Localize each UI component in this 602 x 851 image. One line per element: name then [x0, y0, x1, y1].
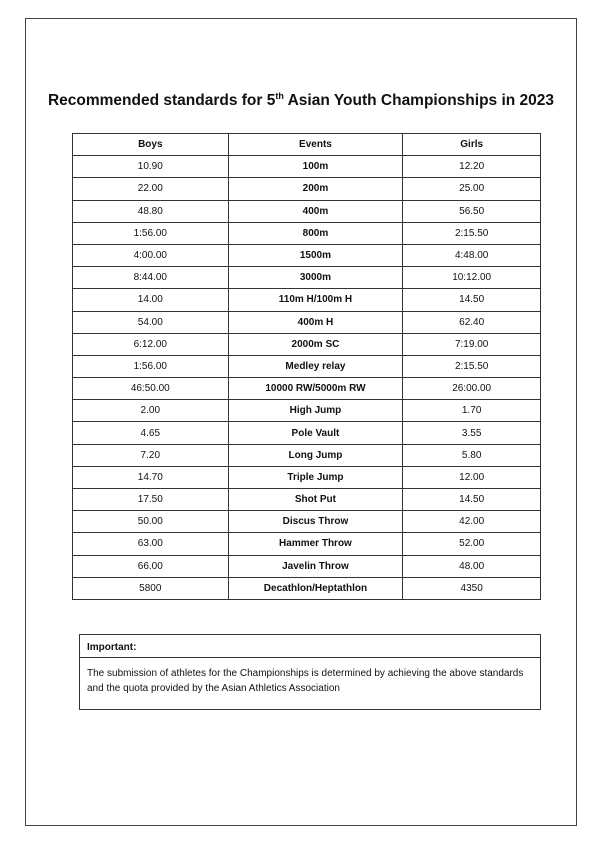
cell-event: Decathlon/Heptathlon: [228, 577, 403, 599]
cell-boys: 4.65: [73, 422, 229, 444]
cell-boys: 17.50: [73, 489, 229, 511]
title-prefix: Recommended standards for 5: [47, 92, 276, 109]
cell-boys: 22.00: [73, 178, 229, 200]
cell-girls: 1.70: [403, 400, 541, 422]
header-girls: Girls: [403, 134, 541, 156]
cell-boys: 7.20: [73, 444, 229, 466]
cell-event: Javelin Throw: [228, 555, 403, 577]
important-notice: [79, 634, 541, 710]
table-row: [73, 355, 541, 377]
cell-boys: 48.80: [73, 200, 229, 222]
table-row: [73, 244, 541, 266]
cell-boys: 6:12.00: [73, 333, 229, 355]
cell-event: 400m: [228, 200, 403, 222]
cell-girls: 4:48.00: [403, 244, 541, 266]
table-row: [73, 333, 541, 355]
cell-event: 800m: [228, 222, 403, 244]
table-row: [73, 577, 541, 599]
cell-boys: 14.70: [73, 466, 229, 488]
cell-girls: 62.40: [403, 311, 541, 333]
cell-event: 110m H/100m H: [228, 289, 403, 311]
cell-girls: 56.50: [403, 200, 541, 222]
table-header-row: [73, 134, 541, 156]
cell-boys: 8:44.00: [73, 267, 229, 289]
cell-event: Discus Throw: [228, 511, 403, 533]
cell-event: 100m: [228, 156, 403, 178]
cell-girls: 2:15.50: [403, 355, 541, 377]
cell-event: 10000 RW/5000m RW: [228, 378, 403, 400]
table-row: [73, 511, 541, 533]
table-row: [73, 200, 541, 222]
cell-boys: 54.00: [73, 311, 229, 333]
title-superscript: th: [275, 90, 284, 101]
cell-boys: 46:50.00: [73, 378, 229, 400]
table-body: [73, 156, 541, 600]
cell-boys: 5800: [73, 577, 229, 599]
table-row: [73, 489, 541, 511]
cell-boys: 4:00.00: [73, 244, 229, 266]
cell-boys: 1:56.00: [73, 355, 229, 377]
cell-event: Triple Jump: [228, 466, 403, 488]
cell-boys: 50.00: [73, 511, 229, 533]
cell-event: High Jump: [228, 400, 403, 422]
table-row: [73, 311, 541, 333]
table-row: [73, 400, 541, 422]
title-suffix: Asian Youth Championships in 2023: [283, 92, 555, 109]
cell-girls: 12.20: [403, 156, 541, 178]
cell-girls: 14.50: [403, 289, 541, 311]
table-row: [73, 267, 541, 289]
cell-boys: 10.90: [73, 156, 229, 178]
cell-girls: 5.80: [403, 444, 541, 466]
table-row: [73, 422, 541, 444]
cell-event: 3000m: [228, 267, 403, 289]
important-divider: [80, 657, 540, 658]
cell-girls: 48.00: [403, 555, 541, 577]
cell-girls: 12.00: [403, 466, 541, 488]
table-row: [73, 466, 541, 488]
cell-boys: 2.00: [73, 400, 229, 422]
table-row: [73, 156, 541, 178]
cell-event: 2000m SC: [228, 333, 403, 355]
cell-girls: 14.50: [403, 489, 541, 511]
cell-girls: 52.00: [403, 533, 541, 555]
cell-event: Pole Vault: [228, 422, 403, 444]
cell-boys: 63.00: [73, 533, 229, 555]
cell-girls: 7:19.00: [403, 333, 541, 355]
cell-girls: 25.00: [403, 178, 541, 200]
table-row: [73, 178, 541, 200]
cell-event: Long Jump: [228, 444, 403, 466]
cell-girls: 42.00: [403, 511, 541, 533]
important-line-1: The submission of athletes for the Championships is determined by achieving the above standards: [87, 668, 524, 679]
cell-girls: 4350: [403, 577, 541, 599]
table-row: [73, 444, 541, 466]
important-text: [87, 666, 537, 696]
cell-event: Medley relay: [228, 355, 403, 377]
cell-event: 400m H: [228, 311, 403, 333]
cell-event: Shot Put: [228, 489, 403, 511]
cell-girls: 2:15.50: [403, 222, 541, 244]
important-line-2: and the quota provided by the Asian Athletics Association: [87, 683, 340, 694]
cell-girls: 26:00.00: [403, 378, 541, 400]
table-row: [73, 555, 541, 577]
header-boys: Boys: [73, 134, 229, 156]
standards-table: [72, 133, 541, 600]
header-events: Events: [228, 134, 403, 156]
cell-boys: 1:56.00: [73, 222, 229, 244]
table-row: [73, 533, 541, 555]
cell-event: 200m: [228, 178, 403, 200]
cell-event: Hammer Throw: [228, 533, 403, 555]
cell-girls: 10:12.00: [403, 267, 541, 289]
cell-boys: 14.00: [73, 289, 229, 311]
cell-girls: 3.55: [403, 422, 541, 444]
cell-boys: 66.00: [73, 555, 229, 577]
table-row: [73, 222, 541, 244]
page-title: [0, 92, 602, 110]
cell-event: 1500m: [228, 244, 403, 266]
table-row: [73, 289, 541, 311]
table-row: [73, 378, 541, 400]
important-heading: Important:: [87, 642, 137, 653]
